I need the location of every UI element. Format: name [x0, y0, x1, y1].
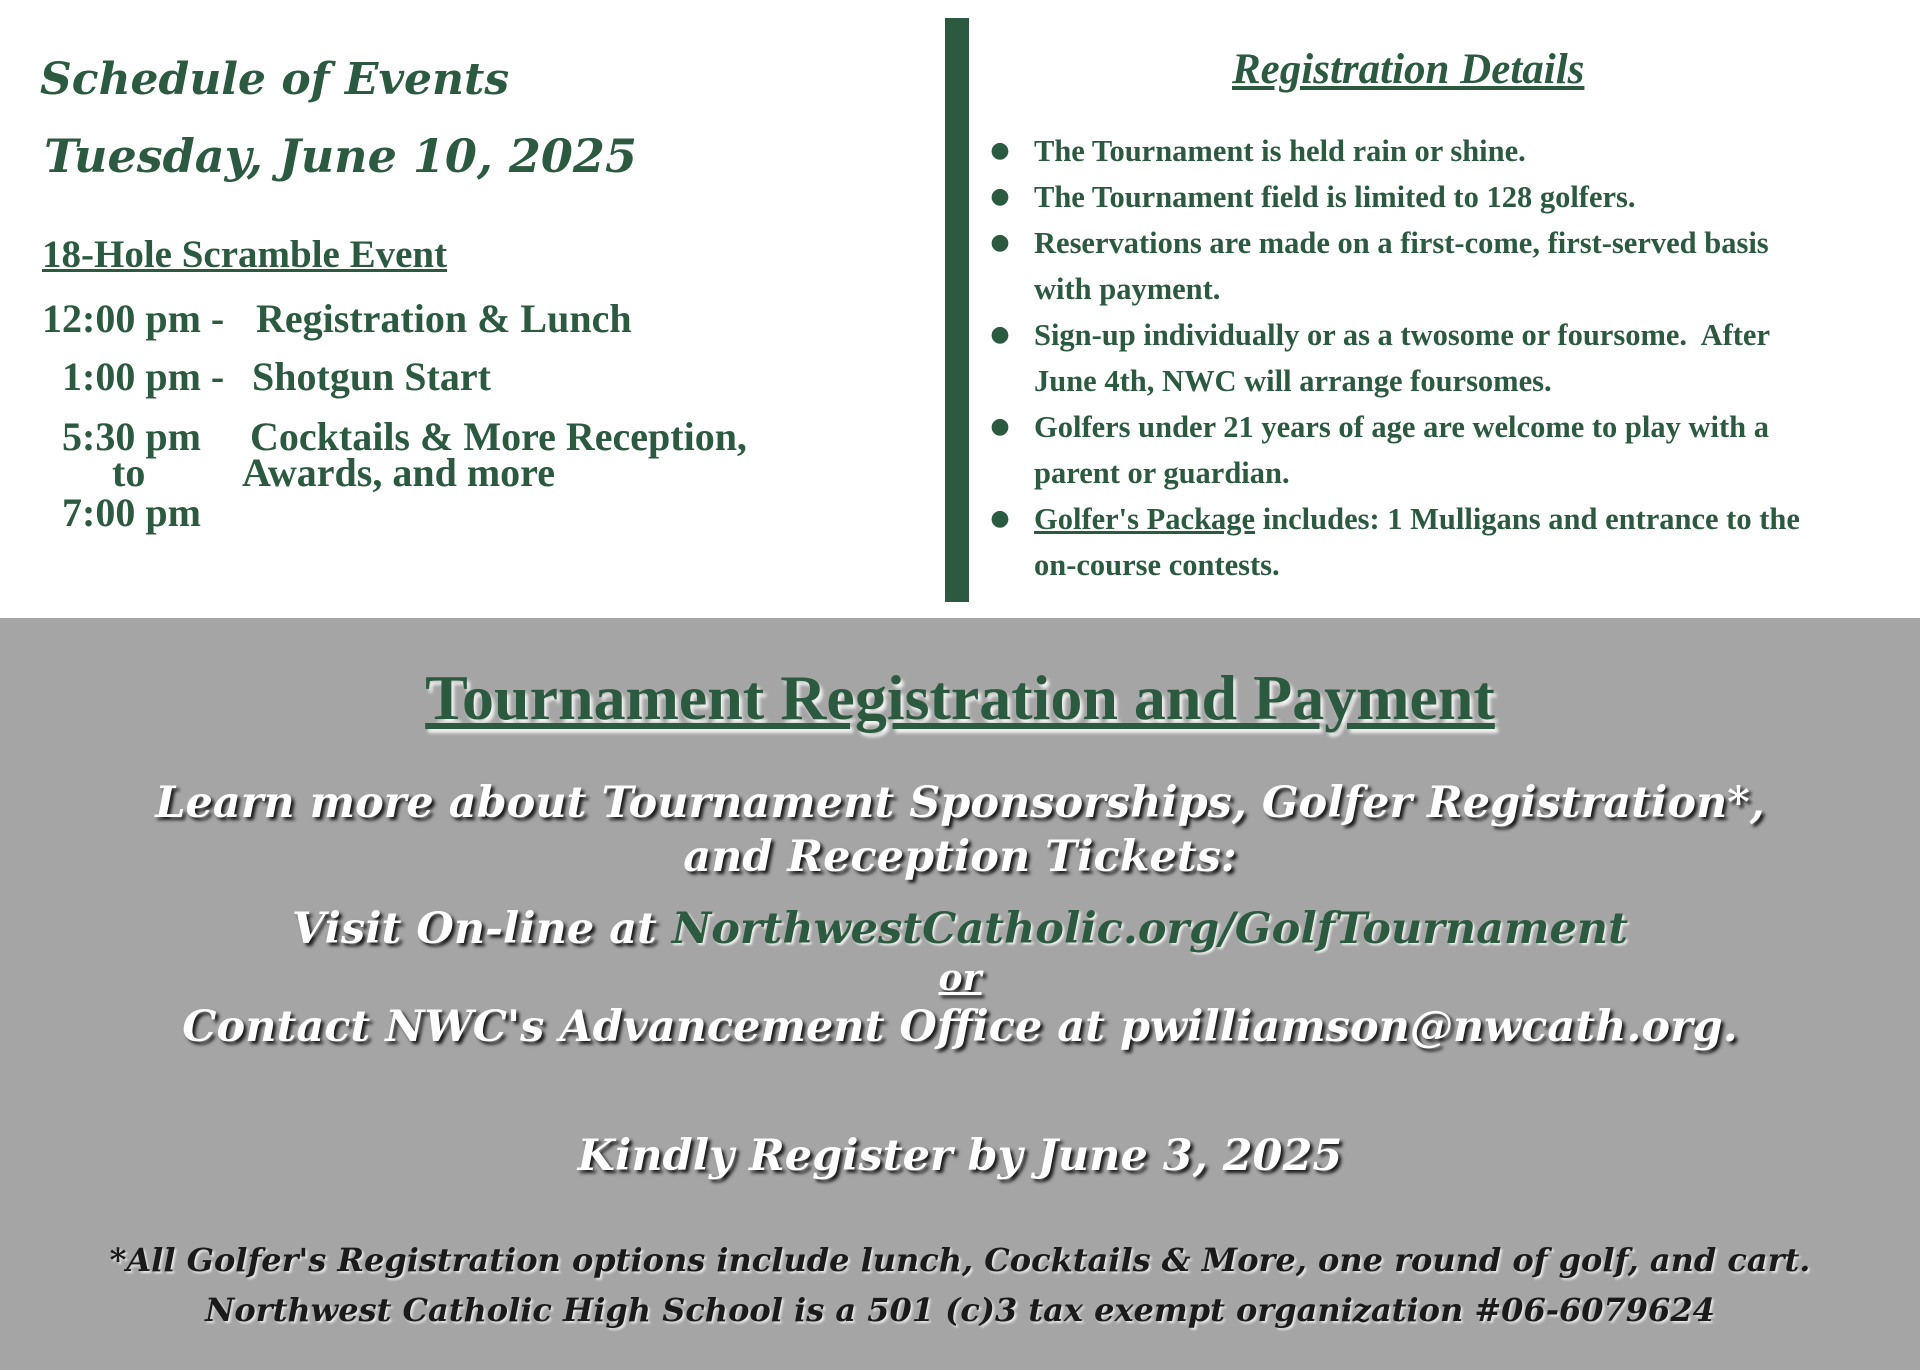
- bottom-section: [0, 618, 1920, 1370]
- item-text: The Tournament is held rain or shine.: [1034, 134, 1526, 168]
- schedule-desc: Awards, and more: [242, 450, 555, 495]
- event-heading: 18-Hole Scramble Event: [42, 233, 448, 276]
- schedule-desc: Registration & Lunch: [256, 296, 632, 341]
- schedule-date: Tuesday, June 10, 2025: [44, 129, 637, 183]
- item-text: Reservations are made on a first-come, first-served basis: [1034, 226, 1769, 260]
- or-separator: or: [938, 957, 982, 999]
- item-text: Sign-up individually or as a twosome or foursome. After: [1034, 318, 1770, 352]
- schedule-time: 7:00 pm: [62, 490, 201, 535]
- bullet-icon: ●: [990, 184, 1010, 209]
- bullet-icon: ●: [990, 230, 1010, 255]
- vertical-divider: [945, 18, 969, 602]
- list-item: [990, 220, 1900, 312]
- schedule-desc: Cocktails & More Reception,: [250, 414, 747, 459]
- schedule-title: Schedule of Events: [40, 54, 510, 105]
- schedule-desc: Shotgun Start: [252, 354, 491, 399]
- schedule-time: 1:00 pm -: [62, 354, 225, 399]
- bullet-icon: ●: [990, 414, 1010, 439]
- item-text: June 4th, NWC will arrange foursomes.: [1034, 364, 1552, 398]
- item-text: Golfers under 21 years of age are welcome to play with a: [1034, 410, 1769, 444]
- list-item: [990, 174, 1900, 220]
- schedule-time: 5:30 pm: [62, 414, 201, 459]
- learn-more-line-1: Learn more about Tournament Sponsorships, Golfer Registration*,: [155, 778, 1765, 828]
- golfers-package-link[interactable]: Golfer's Package: [1034, 502, 1256, 536]
- bullet-icon: ●: [990, 322, 1010, 347]
- contact-line: Contact NWC's Advancement Office at pwilliamson@nwcath.org.: [182, 1002, 1738, 1052]
- item-text: includes: 1 Mulligans and entrance to the: [1255, 502, 1800, 536]
- learn-more-line-2: and Reception Tickets:: [683, 832, 1237, 882]
- footnote-line-2: Northwest Catholic High School is a 501 (c)3 tax exempt organization #06-6079624: [205, 1291, 1715, 1329]
- list-item: [990, 496, 1900, 588]
- register-deadline: Kindly Register by June 3, 2025: [577, 1131, 1343, 1181]
- registration-details-list: [990, 128, 1900, 588]
- item-text: The Tournament field is limited to 128 golfers.: [1034, 180, 1636, 214]
- item-text: parent or guardian.: [1034, 456, 1290, 490]
- bullet-icon: ●: [990, 138, 1010, 163]
- bullet-icon: ●: [990, 506, 1010, 531]
- tournament-url-link[interactable]: NorthwestCatholic.org/GolfTournament: [671, 904, 1628, 954]
- item-text: with payment.: [1034, 272, 1221, 306]
- payment-heading: Tournament Registration and Payment: [425, 662, 1495, 733]
- list-item: [990, 312, 1900, 404]
- registration-details-title: Registration Details: [1232, 46, 1585, 93]
- schedule-time: 12:00 pm -: [42, 296, 225, 341]
- footnote-line-1: *All Golfer's Registration options include lunch, Cocktails & More, one round of golf, and cart.: [109, 1241, 1811, 1279]
- list-item: [990, 404, 1900, 496]
- visit-online-line: [0, 900, 1920, 958]
- visit-prefix: Visit On-line at: [292, 904, 672, 954]
- list-item: [990, 128, 1900, 174]
- item-text: on-course contests.: [1034, 548, 1280, 582]
- schedule-time: to: [112, 450, 146, 495]
- top-section: [0, 0, 1920, 618]
